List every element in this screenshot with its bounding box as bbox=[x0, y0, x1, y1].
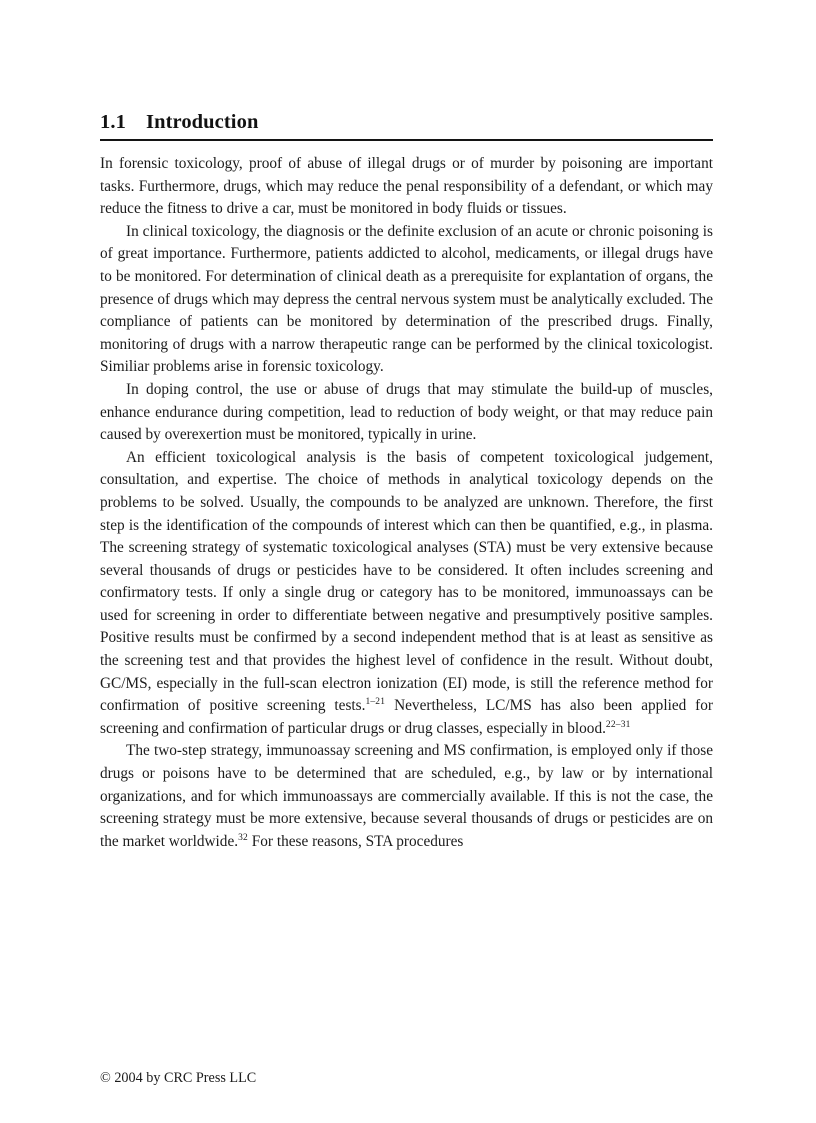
para-doping-control: In doping control, the use or abuse of drugs that may stimulate the build-up of muscles, enhance endurance during competition, lead to reduction of body weight, or that may reduce pain caused by overexertion must be monitored, typically in urine. bbox=[100, 380, 713, 444]
copyright-notice: © 2004 by CRC Press LLC bbox=[100, 1070, 257, 1086]
page-content bbox=[100, 110, 713, 853]
section-title: Introduction bbox=[146, 111, 259, 133]
section-number: 1.1 bbox=[100, 111, 126, 133]
para-forensic-toxicology: In forensic toxicology, proof of abuse of illegal drugs or of murder by poisoning are important tasks. Furthermore, drugs, which may reduce the penal responsibility of a defendant, or which may reduce the fitness to drive a car, must be monitored in body fluids or tissues. bbox=[100, 155, 713, 218]
heading-divider bbox=[100, 139, 713, 141]
page-title bbox=[100, 110, 713, 139]
para-clinical-toxicology: In clinical toxicology, the diagnosis or the definite exclusion of an acute or chronic poisoning is of great importance. Furthermore, patients addicted to alcohol, medicaments, or illegal drugs have to be monitored. For determination of clinical death as a prerequisite for explantation of organs, the presence of drugs which may depress the central nervous system must be analytically excluded. The compliance of patients can be monitored by determination of the prescribed drugs. Finally, monitoring of drugs with a narrow therapeutic range can be performed by the clinical toxicologist. Similiar problems arise in forensic toxicology. bbox=[100, 222, 713, 376]
para-two-step-strategy: The two-step strategy, immunoassay screening and MS confirmation, is employed only if those drugs or poisons have to be determined that are scheduled, e.g., by law or by international organizations, and for which immunoassays are commercially available. If this is not the case, the screening strategy must be more extensive, because several thousands of drugs or pesticides are on the market worldwide.$^{32}$ For these reasons, STA procedures bbox=[100, 742, 713, 850]
reference-superscript: 1–21 bbox=[365, 697, 386, 708]
reference-superscript: 22–31 bbox=[605, 719, 631, 730]
para-efficient-analysis: An efficient toxicological analysis is the basis of competent toxicological judgement, consultation, and expertise. The choice of methods in analytical toxicology depends on the problems to be solved. Usually, the compounds to be analyzed are unknown. Therefore, the first step is the identification of the compounds of interest which can then be quantified, e.g., in plasma. The screening strategy of systematic toxicological analyses (STA) must be very extensive because several thousands of drugs or pesticides have to be considered. It often includes screening and confirmatory tests. If only a single drug or category has to be monitored, immunoassays can be used for screening in order to differentiate between negative and presumptively positive samples. Positive results must be confirmed by a second independent method that is at least as sensitive as the screening test and that provides the highest level of confidence in the result. Without doubt, GC/MS, especially in the full-scan electron ionization (EI) mode, is still the reference method for confirmation of positive screening tests.$^{1-21}$ Nevertheless, LC/MS has also been applied for screening and confirmation of particular drugs or drug classes, especially in blood.$^{22-31}$ bbox=[100, 448, 713, 737]
reference-superscript: 32 bbox=[238, 832, 248, 843]
body-text bbox=[100, 153, 713, 853]
